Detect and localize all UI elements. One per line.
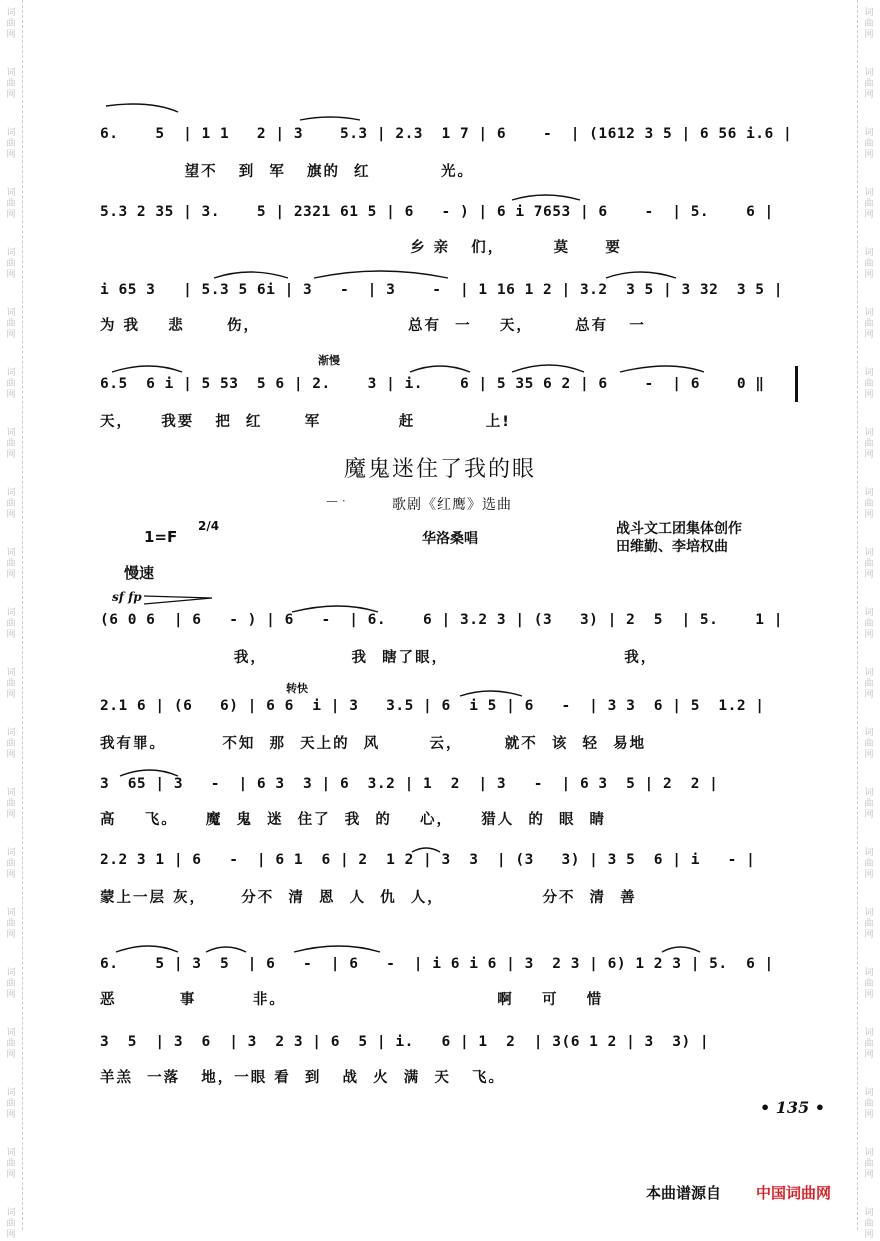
- footer-source-label: 本曲谱源自: [646, 1184, 722, 1202]
- watermark-text: 词 曲 网: [864, 1208, 874, 1240]
- lyric-line: 为 我 悲 伤， 总有 一 天， 总有 一: [100, 318, 646, 334]
- notation-line: 6.5 6 i | 5 53 5 6 | 2. 3 | i. 6 | 5 35 6 2 | 6 - | 6 0 ‖: [100, 376, 765, 392]
- notation-line: 2.1 6 | (6 6) | 6 6 i | 3 3.5 | 6 i 5 | 6 - | 3 3 6 | 5 1.2 |: [100, 698, 765, 714]
- watermark-text: 词 曲 网: [864, 548, 874, 580]
- left-watermark-strip: [0, 0, 23, 1240]
- watermark-text: 词 曲 网: [6, 788, 16, 820]
- lyric-line: 望不 到 军 旗的 红 光。: [100, 164, 475, 180]
- watermark-text: 词 曲 网: [6, 908, 16, 940]
- final-barline: [795, 366, 798, 402]
- dynamics-marking: sf fp: [112, 590, 142, 604]
- lyric-line: 高 飞。 魔 鬼 迷 住了 我 的 心， 猎人 的 眼 睛: [100, 812, 607, 828]
- watermark-text: 词 曲 网: [864, 788, 874, 820]
- time-signature-value: 2/4: [198, 519, 220, 533]
- song-title: 魔鬼迷住了我的眼: [343, 457, 536, 482]
- watermark-text: 词 曲 网: [864, 1148, 874, 1180]
- singer: 华洛桑唱: [422, 531, 478, 547]
- watermark-text: 词 曲 网: [864, 128, 874, 160]
- watermark-text: 词 曲 网: [6, 608, 16, 640]
- notation-line: 6. 5 | 3 5 | 6 - | 6 - | i 6 i 6 | 3 2 3 | 6) 1 2 3 | 5. 6 |: [100, 956, 774, 972]
- notation-line: 5.3 2 35 | 3. 5 | 2321 61 5 | 6 - ) | 6 i 7653 | 6 - | 5. 6 |: [100, 204, 774, 220]
- watermark-text: 词 曲 网: [864, 188, 874, 220]
- watermark-text: 词 曲 网: [864, 368, 874, 400]
- lyric-line: 乡 亲 们， 莫 要: [100, 240, 622, 256]
- watermark-text: 词 曲 网: [864, 1088, 874, 1120]
- watermark-text: 词 曲 网: [6, 68, 16, 100]
- song-subtitle: 歌剧《红鹰》选曲: [392, 497, 512, 513]
- watermark-text: 词 曲 网: [864, 728, 874, 760]
- watermark-text: 词 曲 网: [6, 428, 16, 460]
- notation-line: 3 5 | 3 6 | 3 2 3 | 6 5 | i. 6 | 1 2 | 3(6 1 2 | 3 3) |: [100, 1034, 710, 1050]
- watermark-text: 词 曲 网: [6, 128, 16, 160]
- notation-line: 3 65 | 3 - | 6 3 3 | 6 3.2 | 1 2 | 3 - | 6 3 5 | 2 2 |: [100, 776, 719, 792]
- watermark-text: 词 曲 网: [6, 848, 16, 880]
- tempo-change-mark: 转快: [286, 682, 308, 695]
- lyric-line: 我， 我 瞎了眼， 我，: [100, 650, 658, 666]
- watermark-text: 词 曲 网: [6, 368, 16, 400]
- watermark-text: 词 曲 网: [864, 8, 874, 40]
- lyric-line: 蒙上一层 灰， 分不 清 恩 人 仇 人， 分不 清 善: [100, 890, 637, 906]
- lyric-line: 羊羔 一落 地，一眼 看 到 战 火 满 天 飞。: [100, 1070, 505, 1086]
- time-signature: [198, 519, 220, 533]
- watermark-text: 词 曲 网: [864, 968, 874, 1000]
- watermark-text: 词 曲 网: [864, 848, 874, 880]
- page-number: • 135 •: [760, 1098, 825, 1117]
- watermark-text: 词 曲 网: [6, 1028, 16, 1060]
- watermark-text: 词 曲 网: [864, 68, 874, 100]
- watermark-text: 词 曲 网: [864, 248, 874, 280]
- watermark-text: 词 曲 网: [864, 908, 874, 940]
- watermark-text: 词 曲 网: [6, 248, 16, 280]
- watermark-text: 词 曲 网: [6, 728, 16, 760]
- watermark-text: 词 曲 网: [864, 428, 874, 460]
- subtitle-dash: — ·: [326, 494, 346, 508]
- watermark-text: 词 曲 网: [864, 1028, 874, 1060]
- notation-line: i 65 3 | 5.3 5 6i | 3 - | 3 - | 1 16 1 2 | 3.2 3 5 | 3 32 3 5 |: [100, 282, 784, 298]
- tempo-change-mark: 渐慢: [318, 354, 340, 367]
- key-signature: 1=F: [144, 528, 178, 546]
- watermark-text: 词 曲 网: [6, 968, 16, 1000]
- watermark-text: 词 曲 网: [864, 608, 874, 640]
- watermark-text: 词 曲 网: [6, 1088, 16, 1120]
- credit-line-2: 田维勤、李培权曲: [616, 539, 728, 555]
- tempo-marking: 慢速: [124, 564, 155, 582]
- credit-line-1: 战斗文工团集体创作: [616, 521, 742, 537]
- lyric-line: 天， 我要 把 红 军 赶 上!: [100, 414, 511, 430]
- notation-line: (6 0 6 | 6 - ) | 6 - | 6. 6 | 3.2 3 | (3 3) | 2 5 | 5. 1 |: [100, 612, 784, 628]
- watermark-text: 词 曲 网: [6, 8, 16, 40]
- lyric-line: 恶 事 非。 啊 可 惜: [100, 992, 604, 1008]
- notation-line: 6. 5 | 1 1 2 | 3 5.3 | 2.3 1 7 | 6 - | (1612 3 5 | 6 56 i.6 |: [100, 126, 793, 142]
- watermark-text: 词 曲 网: [6, 668, 16, 700]
- watermark-text: 词 曲 网: [6, 1148, 16, 1180]
- watermark-text: 词 曲 网: [6, 548, 16, 580]
- notation-line: 2.2 3 1 | 6 - | 6 1 6 | 2 1 2 | 3 3 | (3 3) | 3 5 6 | i - |: [100, 852, 756, 868]
- watermark-text: 词 曲 网: [6, 188, 16, 220]
- watermark-text: 词 曲 网: [6, 488, 16, 520]
- watermark-text: 词 曲 网: [864, 308, 874, 340]
- right-watermark-strip: [857, 0, 880, 1240]
- watermark-text: 词 曲 网: [864, 488, 874, 520]
- watermark-text: 词 曲 网: [6, 308, 16, 340]
- lyric-line: 我有罪。 不知 那 天上的 风 云， 就不 该 轻 易地: [100, 736, 647, 752]
- footer-site-link[interactable]: 中国词曲网: [756, 1184, 832, 1202]
- watermark-text: 词 曲 网: [864, 668, 874, 700]
- watermark-text: 词 曲 网: [6, 1208, 16, 1240]
